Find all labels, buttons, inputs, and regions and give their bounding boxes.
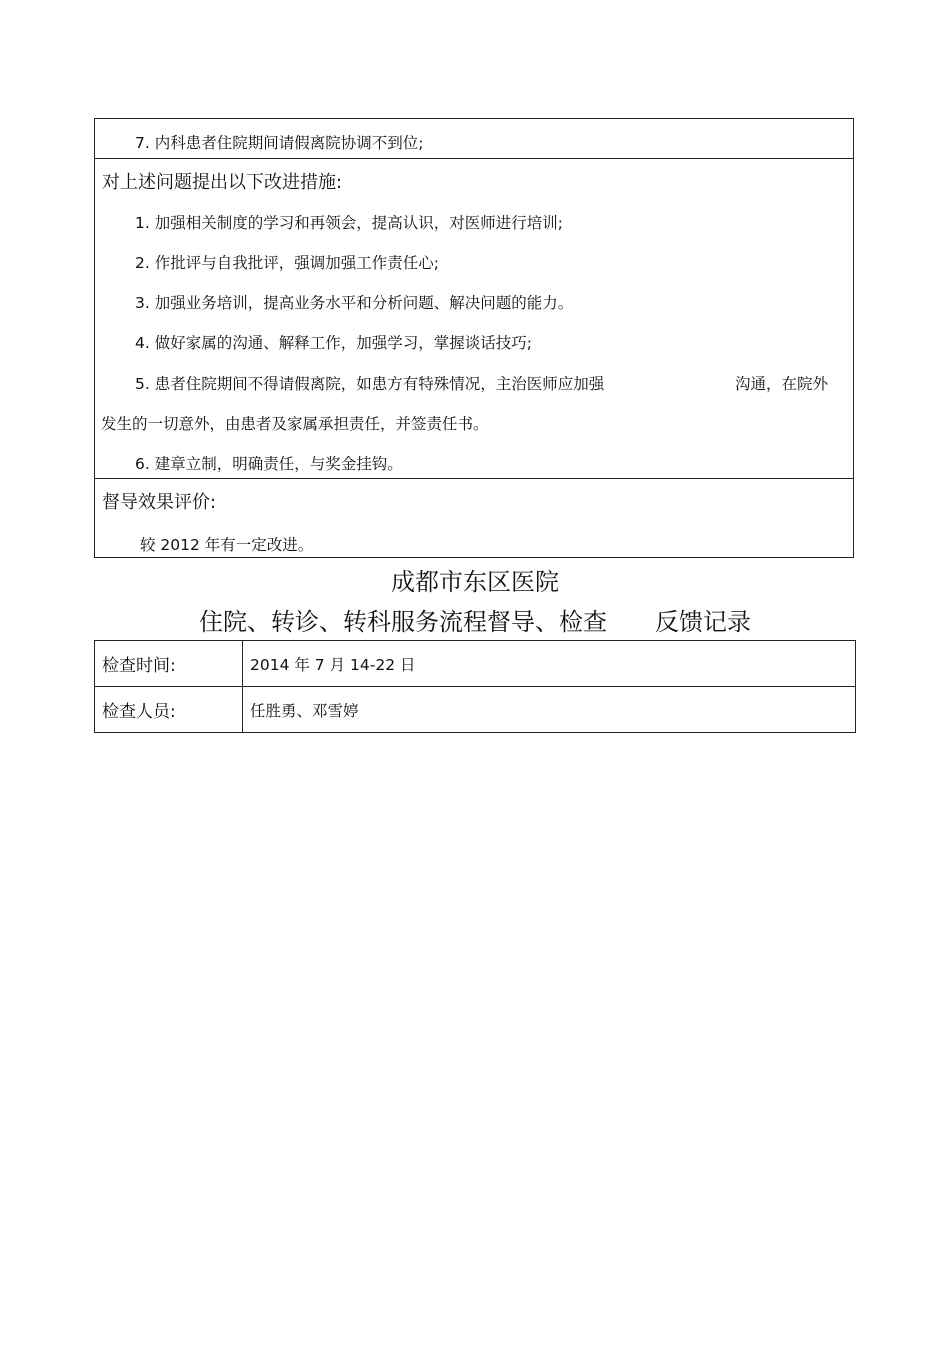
evaluation-text: 较 2012 年有一定改进。 [140, 536, 314, 554]
inspectors-value: 任胜勇、邓雪婷 [243, 687, 856, 733]
hospital-title: 成都市东区医院 [391, 568, 559, 596]
measure-item-4: 4. 做好家属的沟通、解释工作，加强学习，掌握谈话技巧; [135, 334, 532, 352]
measure-item-5: 5. 患者住院期间不得请假离院，如患方有特殊情况，主治医师应加强 [135, 375, 605, 393]
measure-item-1: 1. 加强相关制度的学习和再领会，提高认识，对医师进行培训; [135, 214, 563, 232]
inspection-time-label: 检查时间: [95, 641, 243, 687]
measure-item-5-wrap: 发生的一切意外，由患者及家属承担责任，并签责任书。 [101, 415, 489, 433]
table-row [95, 641, 856, 687]
record-title-main: 住院、转诊、转科服务流程督导、检查 [199, 608, 607, 636]
measures-heading: 对上述问题提出以下改进措施: [102, 172, 343, 193]
record-title [0, 607, 950, 637]
table-row [95, 687, 856, 733]
measure-item-2: 2. 作批评与自我批评，强调加强工作责任心; [135, 254, 439, 272]
evaluation-heading: 督导效果评价: [102, 492, 217, 513]
measure-item-3: 3. 加强业务培训，提高业务水平和分析问题、解决问题的能力。 [135, 294, 574, 312]
problem-item-7: 7. 内科患者住院期间请假离院协调不到位; [135, 134, 424, 152]
inspection-info-table [94, 640, 856, 733]
record-title-end: 反馈记录 [655, 608, 751, 636]
measure-item-5-cont: 沟通，在院外 [735, 375, 829, 393]
inspectors-label: 检查人员: [95, 687, 243, 733]
inspection-time-value: 2014 年 7 月 14-22 日 [243, 641, 856, 687]
measure-item-6: 6. 建章立制，明确责任，与奖金挂钩。 [135, 455, 403, 473]
